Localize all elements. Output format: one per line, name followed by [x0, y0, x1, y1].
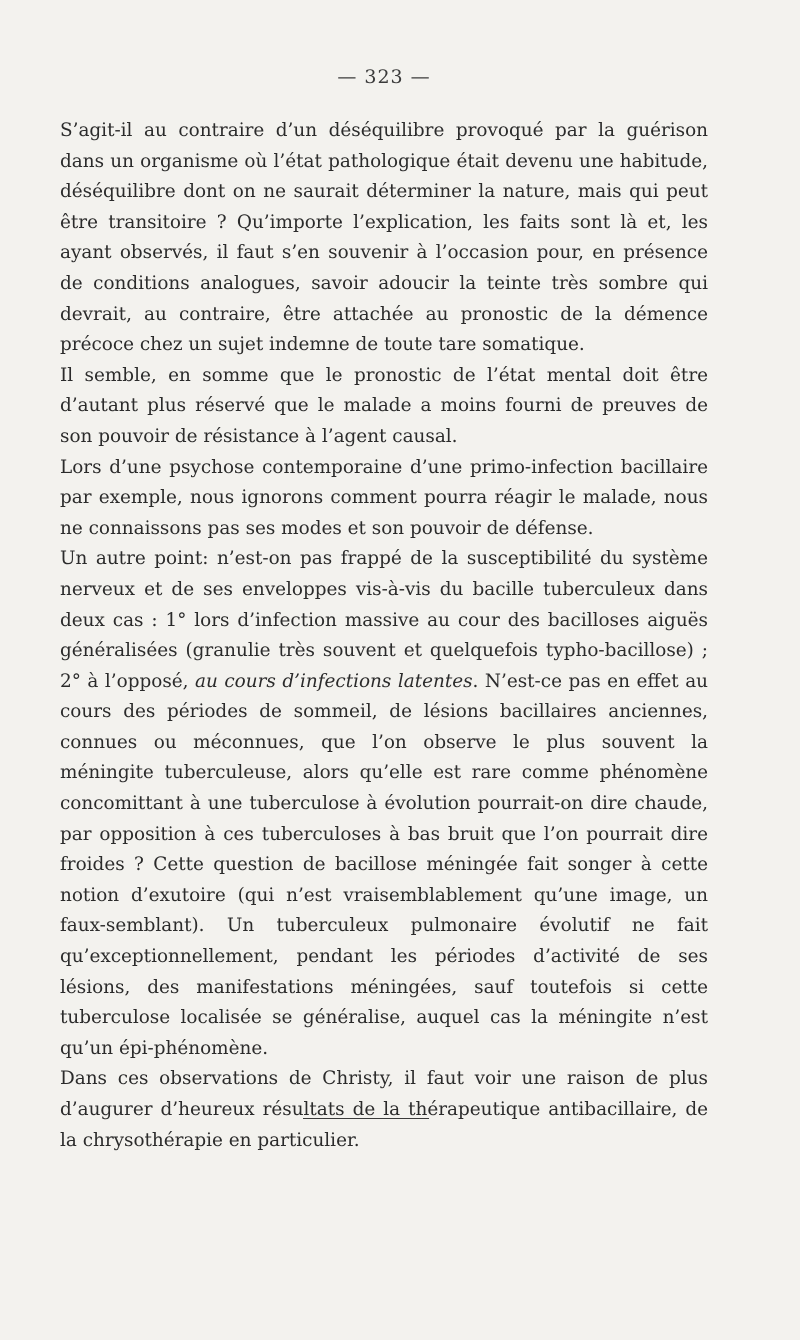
paragraph-5: Dans ces observations de Christy, il faut voir une raison de plus d’augurer d’heureux résultats de la thérapeutique antibacillaire, de la chrysothérapie en particulier.: [60, 1068, 708, 1151]
document-page: [60, 0, 708, 1340]
paragraph-1: S’agit-il au contraire d’un déséquilibre provoqué par la guérison dans un organisme où l’état pathologique était devenu une habitude, déséquilibre dont on ne saurait déterminer la nature, mais qui peut être transitoire ? Qu’importe l’explication, les faits sont là et, les ayant observés, il faut s’en souvenir à l’occasion pour, en présence de conditions analogues, savoir adoucir la teinte très sombre qui devrait, au contraire, être attachée au pronostic de la démence précoce chez un sujet indemne de toute tare somatique.: [60, 120, 708, 356]
paragraph-3: Lors d’une psychose contemporaine d’une primo-infection bacillaire par exemple, nous ignorons comment pourra réagir le malade, nous ne connaissons pas ses modes et son pouvoir de défense.: [60, 456, 708, 539]
paragraph-4: [60, 544, 708, 1064]
section-divider-rule: [303, 1118, 429, 1119]
paragraph-2: Il semble, en somme que le pronostic de l’état mental doit être d’autant plus réservé que le malade a moins fourni de preuves de son pouvoir de résistance à l’agent causal.: [60, 364, 708, 447]
body-text: [60, 116, 708, 1156]
paragraph-4-text-end: . N’est-ce pas en effet au cours des périodes de sommeil, de lésions bacillaires anciennes, connues ou méconnues, que l’on observe le plus souvent la méningite tuberculeuse, alors qu’elle est rare comme phénomène concomittant à une tuberculose à évolution pourrait-on dire chaude, par opposition à ces tuberculoses à bas bruit que l’on pourrait dire froides ? Cette question de bacillose méningée fait songer à cette notion d’exutoire (qui n’est vraisemblablement qu’une image, un faux-semblant). Un tuberculeux pulmonaire évolutif ne fait qu’exceptionnellement, pendant les périodes d’activité de ses lésions, des manifestations méningées, sauf toutefois si cette tuberculose localisée se généralise, auquel cas la méningite n’est qu’un épi-phénomène.: [60, 670, 709, 1059]
page-number: — 323 —: [337, 66, 431, 88]
paragraph-4-italic-phrase: au cours d’infections latentes: [195, 670, 473, 692]
paragraph-4-text-start: Un autre point: n’est-on pas frappé de la susceptibilité du système nerveux et de ses enveloppes vis-à-vis du bacille tuberculeux dans deux cas : 1° lors d’infection massive au cour des bacilloses aiguës généralisées (granulie très souvent et quelquefois typho-bacillose) ; 2° à l’opposé,: [60, 548, 708, 692]
